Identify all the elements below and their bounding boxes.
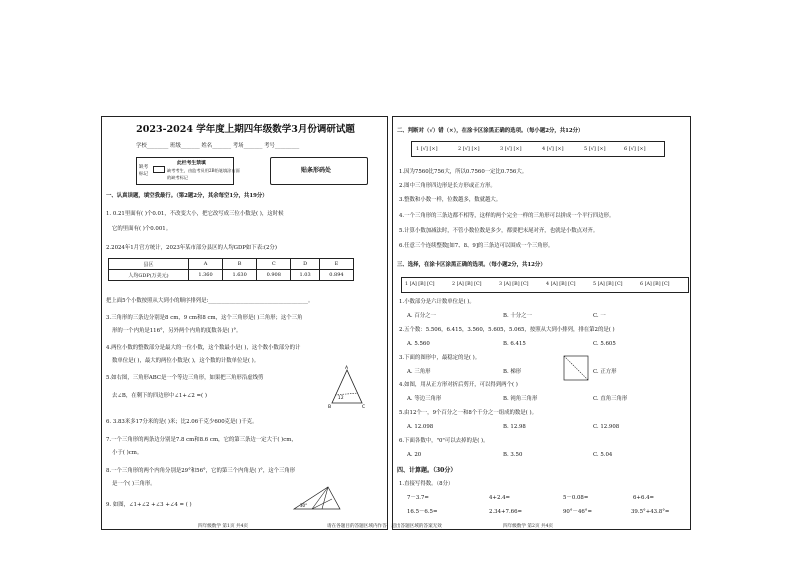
choice-answer-2[interactable]: 2 [A] [B] [C]	[452, 282, 482, 287]
judge-answer-2[interactable]: 2 [√] [×]	[458, 146, 480, 152]
choice-3-option-b: B. 梯形	[503, 369, 522, 375]
choice-1-option-c: C. 一	[593, 313, 606, 319]
question-3-line-2: 形的一个内角是116°，另外两个内角的度数各是( )°。	[112, 328, 242, 334]
choice-5-option-c: C. 12.908	[593, 424, 620, 430]
table-cell: 0.894	[319, 270, 353, 281]
angle-label: 1	[338, 395, 341, 400]
vertex-label: C	[362, 405, 366, 410]
judge-answer-4[interactable]: 4 [√] [×]	[542, 146, 564, 152]
choice-1-option-b: B. 十分之一	[503, 313, 532, 319]
choice-5: 5.由12个一，9个百分之一和8个千分之一组成的数是( )。	[399, 410, 537, 416]
judge-2: 2.图中三角形四边形是长方形或正方形。	[399, 183, 496, 189]
judge-answer-grid	[411, 141, 665, 157]
calc-item: 16.5－6.5=	[407, 509, 438, 515]
question-5-line-2: 去∠B，在剩下的四边形中∠1+∠2 =( )	[112, 393, 207, 399]
judge-answer-1[interactable]: 1 [√] [×]	[416, 146, 438, 152]
question-3-line-1: 3.三角形的三条边分别是8 cm，9 cm和8 cm，这个三角形是( )三角形；这个三角	[106, 315, 303, 321]
angle-figure	[292, 485, 344, 511]
judge-answer-6[interactable]: 6 [√] [×]	[624, 146, 646, 152]
table-cell: 1.360	[188, 270, 222, 281]
choice-6-option-b: B. 3.50	[503, 452, 523, 458]
gdp-table	[108, 258, 354, 281]
vertex-label: A	[345, 366, 349, 371]
choice-3: 3.下面的图形中，最稳定的是( )。	[399, 355, 481, 361]
section-4-title: 四、计算题。（30分）	[397, 467, 457, 474]
notice-label-2: 标记	[139, 172, 149, 177]
choice-2: 2.五个数：5.506，6.415，3.560，5.605，5.065，按照从大到小排列，排在第2的是( )	[399, 327, 615, 333]
angle-30-label: 30°	[300, 503, 308, 508]
choice-answer-3[interactable]: 3 [A] [B] [C]	[499, 282, 529, 287]
choice-6-option-a: A. 20	[407, 452, 422, 458]
table-row	[109, 270, 354, 281]
notice-title: 此栏考生禁填	[177, 160, 206, 166]
calc-item: 7－3.7=	[407, 495, 429, 501]
question-2-order: 把上面5个小数按照从大到小的顺序排列是:_____________________________________。	[106, 298, 314, 304]
table-header-cell: B	[223, 259, 257, 270]
table-header-row	[109, 259, 354, 270]
table-header-cell: 县区	[109, 259, 189, 270]
judge-answer-5[interactable]: 5 [√] [×]	[584, 146, 606, 152]
table-cell: 0.908	[257, 270, 291, 281]
footer-left: 四年级数学 第1页 共4页	[198, 524, 249, 529]
angle-label: 2	[341, 395, 344, 400]
choice-2-option-c: C. 5.605	[593, 341, 616, 347]
judge-1: 1.因为7560比756大，所以0.7560一定比0.756大。	[399, 169, 528, 175]
notice-line-2: 的缺考标记	[167, 175, 188, 180]
choice-3-option-c: C. 正方形	[593, 369, 617, 375]
choice-4-option-c: C. 直角三角形	[593, 396, 628, 402]
choice-4: 4.如图，用从正方形对折后剪开，可以得到两个( )	[399, 382, 518, 388]
judge-3: 3.整数和小数一样，位数越多，数就越大。	[399, 197, 502, 203]
judge-answer-3[interactable]: 3 [√] [×]	[500, 146, 522, 152]
question-5-line-1: 5.如右图，三角形ABC是一个等边三角形，如果把三角形沿虚线剪	[106, 375, 264, 381]
choice-2-option-a: A. 5.560	[407, 341, 430, 347]
choice-6-option-c: C. 5.04	[593, 452, 613, 458]
question-4-line-2: 数单位是( )，最大的两位小数是( )，这个数的计数单位是( )。	[112, 358, 260, 364]
calc-part-1: 1.直接写得数。（8分）	[399, 481, 454, 487]
judge-6: 6.任意三个连续整数[如7、8、9]的三条边可以围成一个三角形。	[399, 243, 554, 249]
question-7-line-1: 7.一个三角形的两条边分别是7.8 cm和8.6 cm，它的第三条边一定大于( )cm，	[106, 437, 297, 443]
absent-mark-box[interactable]	[153, 166, 165, 173]
choice-3-option-a: A. 三角形	[407, 369, 431, 375]
question-2: 2.2024年1月官方统计，2023年某市部分县区的人均GDP如下表:(2分)	[106, 245, 277, 251]
table-cell: 1.630	[223, 270, 257, 281]
choice-answer-5[interactable]: 5 [A] [B] [C]	[593, 282, 623, 287]
notice-box	[136, 157, 240, 185]
calc-item: 6+6.4=	[633, 495, 655, 501]
table-row-label: 人均GDP(万美元)	[109, 270, 189, 281]
question-8-line-1: 8.一个三角形的两个内角分别是29°和56°，它的第三个内角是( )°，这个三角形	[106, 468, 296, 474]
student-info-line: 学校________ 班级_______ 姓名_______ 考场_______ 考号_________	[136, 143, 300, 149]
question-7-line-2: 小于( )cm。	[112, 450, 143, 456]
folded-square-figure	[563, 355, 589, 381]
exam-title: 2023-2024 学年度上期四年级数学3月份调研试题	[136, 124, 355, 135]
question-9: 9. 如图，∠1+∠2 +∠3 +∠4 = ( )	[106, 502, 192, 508]
calc-item: 2.34+7.66=	[489, 509, 523, 515]
footer-right: 四年级数学 第2页 共4页	[503, 524, 554, 529]
footer-note: 请在各题目的答题区域内作答，超出答题区域的答案无效	[327, 524, 442, 529]
judge-5: 5.计算小数加减法时，不管小数位数是多少，都要把末尾对齐，也就是小数点对齐。	[399, 228, 599, 234]
choice-4-option-a: A. 等边三角形	[407, 396, 442, 402]
notice-line-1: 缺考考生，由监考员用2B铅笔填涂右面	[167, 168, 240, 173]
table-header-cell: D	[291, 259, 320, 270]
choice-answer-1[interactable]: 1 [A] [B] [C]	[405, 282, 435, 287]
calc-item: 90°－46°=	[563, 509, 593, 515]
question-1-line-1: 1. 0.21里面有( )个0.01，不改变大小，把它改写成三位小数是( )，这时候	[106, 211, 284, 217]
choice-1-option-a: A. 百分之一	[407, 313, 436, 319]
calc-item: 39.5°+43.8°=	[631, 509, 670, 515]
calc-item: 5－0.08=	[563, 495, 589, 501]
question-1-line-2: 它的里面有( )个0.001。	[112, 226, 172, 232]
barcode-label: 贴条形码处	[301, 167, 332, 174]
choice-answer-6[interactable]: 6 [A] [B] [C]	[640, 282, 670, 287]
choice-1: 1.小数部分是六计数单位是( )。	[399, 299, 475, 305]
question-6: 6. 3.83米多17分米的是( )米；比2.06千克少600克是( )千克。	[106, 419, 258, 425]
table-header-cell: C	[257, 259, 291, 270]
notice-label-1: 缺考	[139, 165, 149, 170]
choice-5-option-b: B. 12.98	[503, 424, 526, 430]
vertex-label: B	[328, 405, 332, 410]
section-3-title: 三、选择，在涂卡区涂黑正确的选项。（每小题2分，共12分）	[397, 262, 546, 268]
choice-2-option-b: B. 6.415	[503, 341, 526, 347]
judge-4: 4.一个三角形的三条边都不相等，这样的两个完全一样的三角形可以拼成一个平行四边形。	[399, 213, 615, 219]
choice-5-option-a: A. 12.098	[407, 424, 434, 430]
choice-4-option-b: B. 钝角三角形	[503, 396, 538, 402]
table-header-cell: A	[188, 259, 222, 270]
question-8-line-2: 是一个( )三角形。	[112, 481, 156, 487]
section-2-title: 二、判断对（√）错（×），在涂卡区涂黑正确的选项。（每小题2分，共12分）	[397, 128, 584, 134]
table-header-cell: E	[319, 259, 353, 270]
choice-answer-grid	[401, 277, 689, 293]
choice-6: 6.下面各数中，"0"可以去掉的是( )。	[399, 438, 489, 444]
barcode-area	[270, 157, 368, 185]
section-1-title: 一、认真读题，填空我最行。（第2题2分，其余每空1分，共19分）	[106, 193, 268, 199]
triangle-abc-figure	[328, 365, 366, 409]
exam-page-left	[101, 116, 388, 530]
calc-item: 4+2.4=	[489, 495, 511, 501]
table-cell: 1.03	[291, 270, 320, 281]
question-4-line-1: 4.两位小数的整数部分是最大的一位小数，这个数最小是( )，这个数小数部分的计	[106, 345, 301, 351]
choice-answer-4[interactable]: 4 [A] [B] [C]	[546, 282, 576, 287]
